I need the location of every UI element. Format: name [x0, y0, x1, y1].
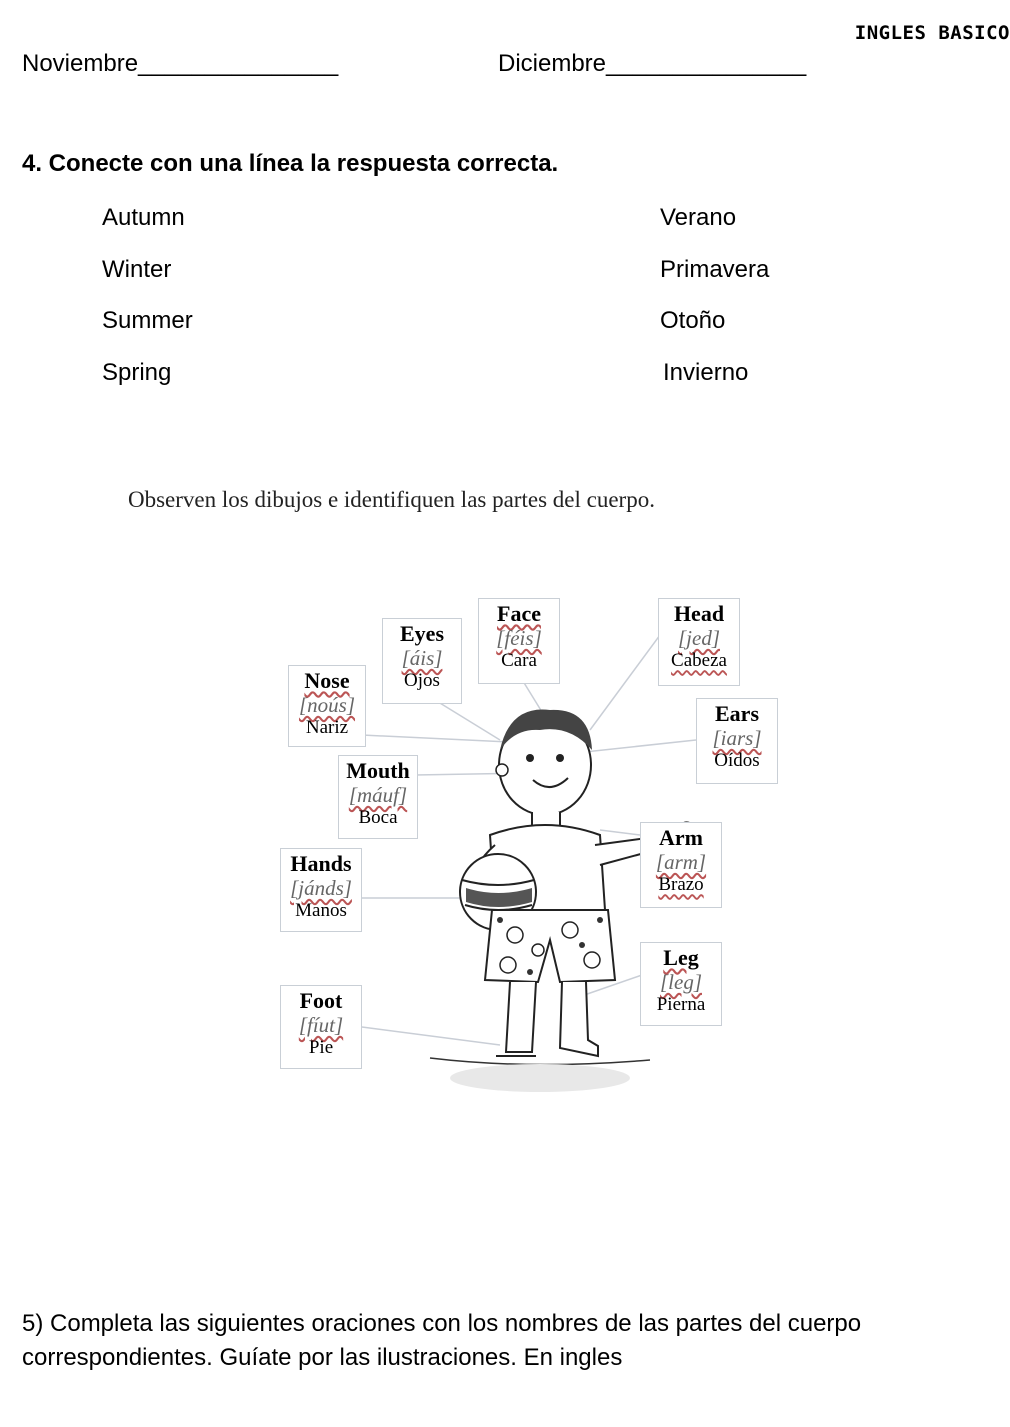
season-en-item: Winter [102, 256, 172, 283]
label-nose: Nose [noús] Nariz [288, 665, 366, 747]
label-eyes: Eyes [áis] Ojos [382, 618, 462, 704]
label-mouth: Mouth [máuf] Boca [338, 755, 418, 839]
season-es-item: Primavera [660, 256, 770, 283]
body-parts-figure [270, 590, 790, 1100]
season-es-item: Invierno [663, 359, 749, 386]
label-face: Face [féis] Cara [478, 598, 560, 684]
course-title: INGLES BASICO [854, 22, 1010, 44]
label-ears: Ears [iars] Oídos [696, 698, 778, 784]
season-en-item: Autumn [102, 204, 185, 231]
label-foot: Foot [fíut] Pie [280, 985, 362, 1069]
season-en-item: Spring [102, 359, 172, 386]
season-en-item: Summer [102, 307, 193, 334]
label-leg: Leg [leg] Pierna [640, 942, 722, 1026]
question-5-text: 5) Completa las siguientes oraciones con los nombres de las partes del cuerpo correspondientes. Guíate por las ilustraciones. En ingles [22, 1310, 862, 1371]
month-november: Noviembre_______________ [22, 50, 339, 77]
label-hands: Hands [jánds] Manos [280, 848, 362, 932]
month-december: Diciembre_______________ [498, 50, 807, 77]
question-4-title: 4. Conecte con una línea la respuesta correcta. [22, 150, 559, 177]
season-es-item: Otoño [660, 307, 726, 334]
label-arm: Arm [arm] Brazo [640, 822, 722, 908]
label-head: Head [jed] Cabeza [658, 598, 740, 686]
figure-instruction: Observen los dibujos e identifiquen las partes del cuerpo. [128, 487, 655, 512]
season-es-item: Verano [660, 204, 737, 231]
